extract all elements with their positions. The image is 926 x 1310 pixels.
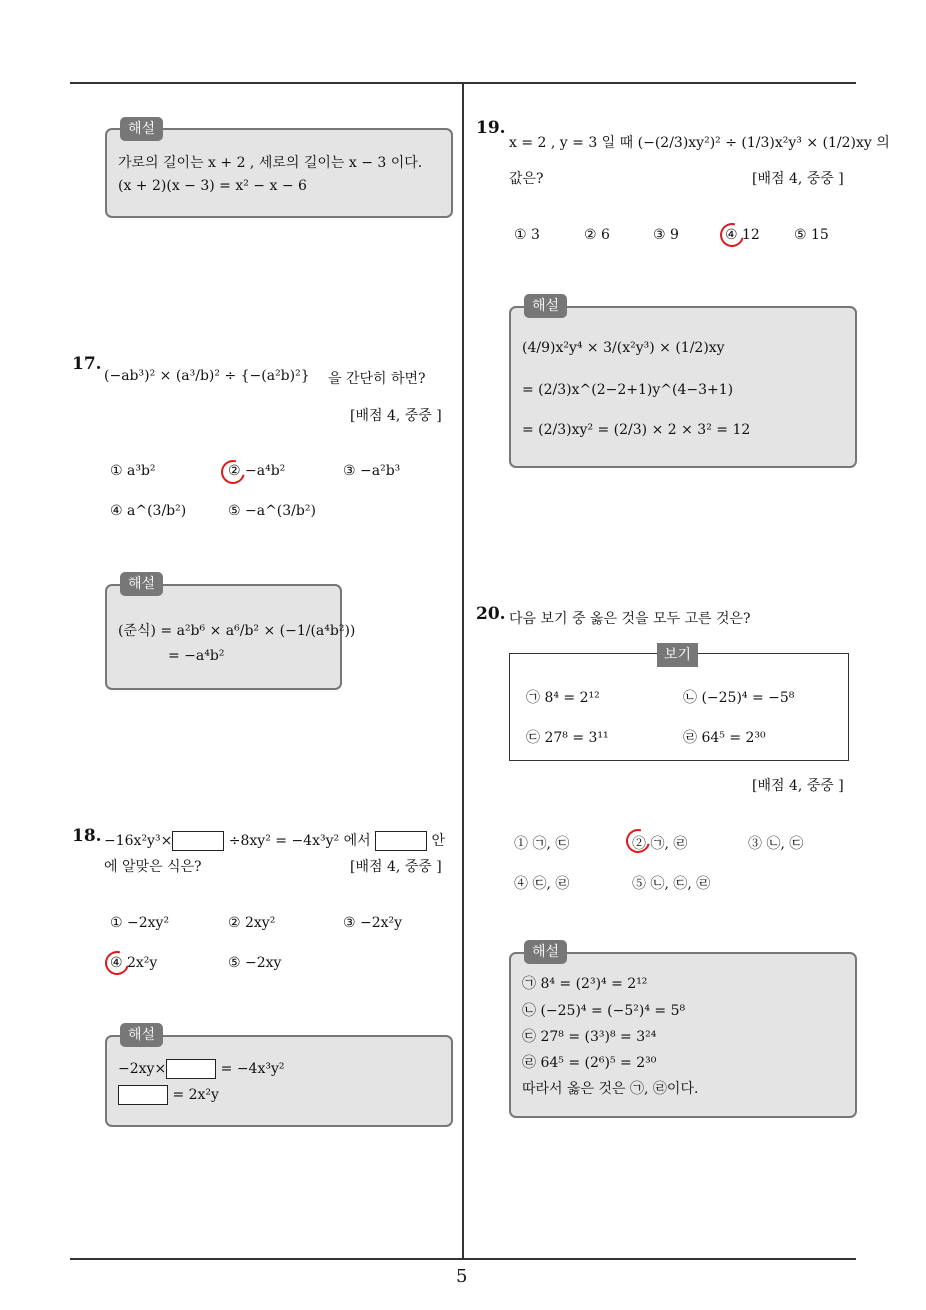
question-number-18: 18. <box>72 826 102 846</box>
q17-choice-5[interactable]: ⑤ −a^(3/b²) <box>228 503 316 519</box>
q18-solution-line1 <box>118 1059 285 1079</box>
q18-expr-b: ÷8xy² = −4x³y² <box>228 833 340 849</box>
q18-expression-line <box>104 830 445 851</box>
q19-choice-4[interactable]: ④ 12 <box>725 227 760 243</box>
q19-solution-line1: (4/9)x²y⁴ × 3/(x²y³) × (1/2)xy <box>522 340 725 356</box>
q19-solution-line2: = (2/3)x^(2−2+1)y^(4−3+1) <box>522 382 734 398</box>
q17-solution-line2: = −a⁴b² <box>168 648 225 664</box>
q17-expression: (−ab³)² × (a³/b)² ÷ {−(a²b)²} <box>104 368 310 384</box>
answer-mark-q19 <box>716 219 749 252</box>
page-number: 5 <box>456 1266 468 1287</box>
q18-choice-2[interactable]: ② 2xy² <box>228 915 276 931</box>
q18-choice-1[interactable]: ① −2xy² <box>110 915 170 931</box>
q17-choice-2[interactable]: ② −a⁴b² <box>228 463 286 479</box>
question-number-17: 17. <box>72 354 102 374</box>
solution-tab-16: 해설 <box>120 117 163 141</box>
solution-tab-19: 해설 <box>524 294 567 318</box>
bottom-rule <box>70 1258 856 1260</box>
q20-solution-line2: ㉡ (−25)⁴ = (−5²)⁴ = 5⁸ <box>522 1003 686 1019</box>
q17-score: [배점 4, 중중 ] <box>350 408 442 424</box>
solution-box-18 <box>105 1035 453 1127</box>
q18-choice-3[interactable]: ③ −2x²y <box>343 915 403 931</box>
q17-choice-1[interactable]: ① a³b² <box>110 463 156 479</box>
q19-choice-1[interactable]: ① 3 <box>514 227 540 243</box>
q18-expr-a: −16x²y³× <box>104 833 173 849</box>
question-number-19: 19. <box>476 118 506 138</box>
q18-choice-4[interactable]: ④ 2x²y <box>110 955 158 971</box>
q20-solution-line4: ㉣ 64⁵ = (2⁶)⁵ = 2³⁰ <box>522 1055 657 1071</box>
q18-sol-a: −2xy× <box>118 1061 167 1077</box>
solution-tab-20: 해설 <box>524 940 567 964</box>
q20-solution-line5: 따라서 옳은 것은 ㉠, ㉣이다. <box>522 1081 699 1097</box>
q19-score: [배점 4, 중중 ] <box>752 171 844 187</box>
boki-tab: 보기 <box>657 643 698 667</box>
q20-choice-1[interactable]: ① ㉠, ㉢ <box>514 836 570 852</box>
q19-choice-3[interactable]: ③ 9 <box>653 227 679 243</box>
q18-sol-b: = −4x³y² <box>220 1061 285 1077</box>
q20-choice-4[interactable]: ④ ㉢, ㉣ <box>514 876 570 892</box>
q20-choice-2[interactable]: ② ㉠, ㉣ <box>632 836 688 852</box>
q18-score: [배점 4, 중중 ] <box>350 859 442 875</box>
q19-expression: x = 2 , y = 3 일 때 (−(2/3)xy²)² ÷ (1/3)x²y³ × (1/2)xy 의 <box>509 135 890 151</box>
q20-boki-item-1: ㉠ 8⁴ = 2¹² <box>526 690 600 706</box>
q18-blank-box-ref <box>375 831 427 851</box>
solution-box-16 <box>105 128 453 218</box>
q17-choice-4[interactable]: ④ a^(3/b²) <box>110 503 187 519</box>
q18-prompt-b: 안 <box>431 833 446 849</box>
q19-choice-2[interactable]: ② 6 <box>584 227 610 243</box>
q18-sol-blank <box>166 1059 216 1079</box>
q18-sol-blank-2 <box>118 1085 168 1105</box>
question-number-20: 20. <box>476 604 506 624</box>
q19-choice-5[interactable]: ⑤ 15 <box>794 227 829 243</box>
q17-choice-3[interactable]: ③ −a²b³ <box>343 463 401 479</box>
q19-solution-line3: = (2/3)xy² = (2/3) × 2 × 3² = 12 <box>522 422 751 438</box>
q16-solution-line2: (x + 2)(x − 3) = x² − x − 6 <box>118 178 307 194</box>
q20-choice-5[interactable]: ⑤ ㉡, ㉢, ㉣ <box>632 876 711 892</box>
q16-solution-line1: 가로의 길이는 x + 2 , 세로의 길이는 x − 3 이다. <box>118 155 423 171</box>
q20-boki-item-4: ㉣ 64⁵ = 2³⁰ <box>683 730 766 746</box>
q20-prompt: 다음 보기 중 옳은 것을 모두 고른 것은? <box>509 611 751 627</box>
q17-prompt: 을 간단히 하면? <box>328 371 426 387</box>
q18-sol-c: = 2x²y <box>172 1087 219 1103</box>
q20-score: [배점 4, 중중 ] <box>752 778 844 794</box>
solution-tab-17: 해설 <box>120 572 163 596</box>
q18-prompt-a: 에서 <box>343 833 371 849</box>
q20-boki-item-2: ㉡ (−25)⁴ = −5⁸ <box>683 690 795 706</box>
q20-boki-item-3: ㉢ 27⁸ = 3¹¹ <box>526 730 609 746</box>
answer-mark-q18 <box>101 947 134 980</box>
answer-mark-q17 <box>217 456 250 489</box>
q20-choice-3[interactable]: ③ ㉡, ㉢ <box>748 836 804 852</box>
solution-tab-18: 해설 <box>120 1023 163 1047</box>
q18-blank-box <box>172 831 224 851</box>
q18-solution-line2 <box>118 1085 219 1105</box>
q18-prompt-c: 에 알맞은 식은? <box>104 859 202 875</box>
q20-solution-line3: ㉢ 27⁸ = (3³)⁸ = 3²⁴ <box>522 1029 657 1045</box>
column-divider <box>462 84 464 1259</box>
q17-solution-line1: (준식) = a²b⁶ × a⁶/b² × (−1/(a⁴b²)) <box>118 623 356 639</box>
q20-solution-line1: ㉠ 8⁴ = (2³)⁴ = 2¹² <box>522 976 648 992</box>
q19-prompt: 값은? <box>509 171 544 187</box>
q18-choice-5[interactable]: ⑤ −2xy <box>228 955 282 971</box>
